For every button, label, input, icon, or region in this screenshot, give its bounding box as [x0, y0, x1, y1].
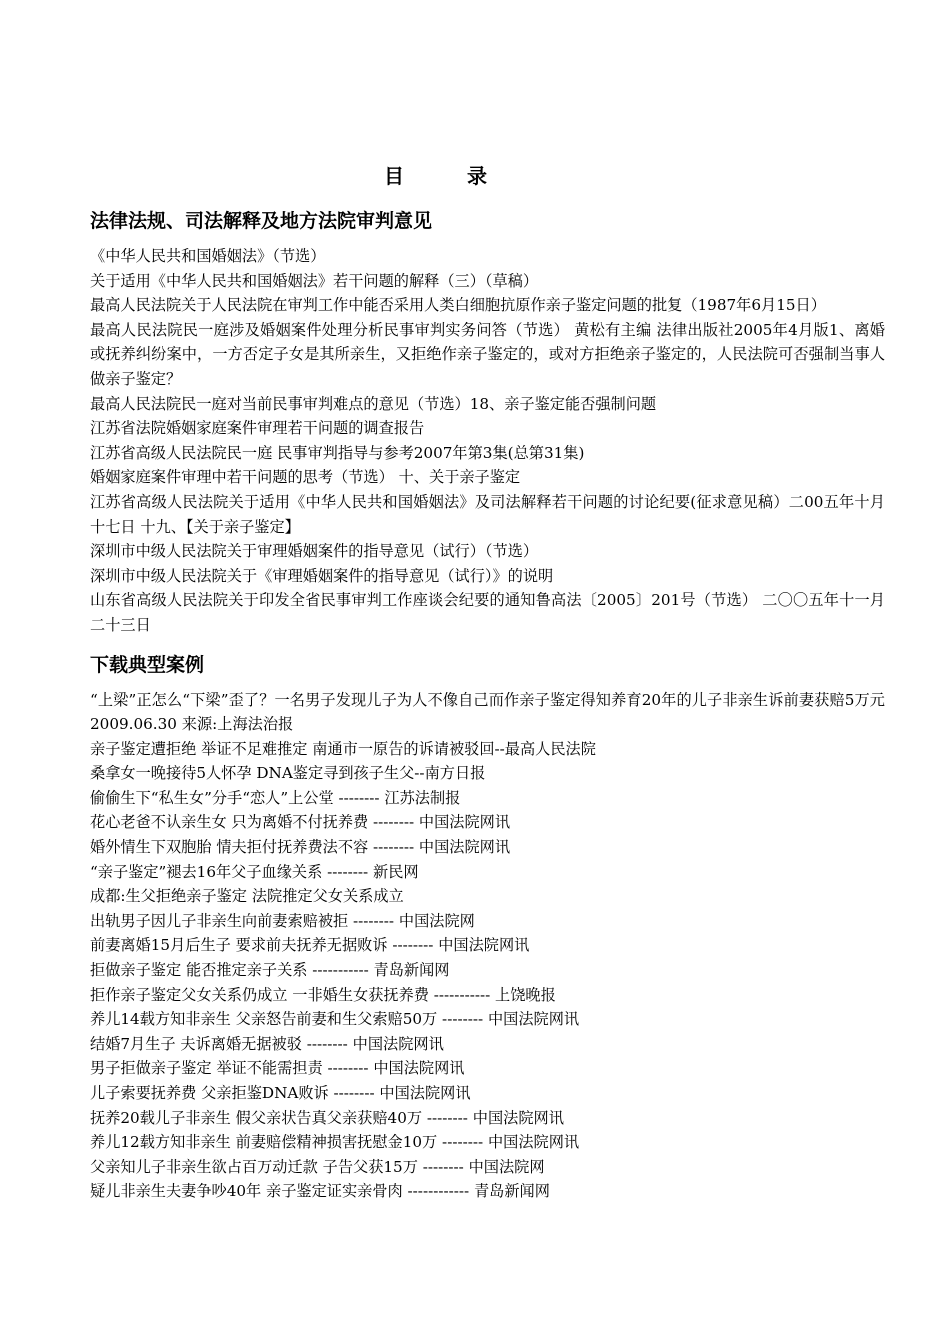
list-item: 江苏省法院婚姻家庭案件审理若干问题的调查报告: [90, 419, 425, 438]
section-cases: [90, 652, 885, 1204]
list-item: 深圳市中级人民法院关于审理婚姻案件的指导意见（试行）（节选）: [90, 542, 539, 561]
list-item: 亲子鉴定遭拒绝 举证不足难推定 南通市一原告的诉请被驳回--最高人民法院: [90, 739, 596, 758]
list-item: 成都:生父拒绝亲子鉴定 法院推定父女关系成立: [90, 887, 404, 906]
list-item: 男子拒做亲子鉴定 举证不能需担责 -------- 中国法院网讯: [90, 1059, 465, 1078]
list-item: 抚养20载儿子非亲生 假父亲状告真父亲获赔40万 -------- 中国法院网讯: [90, 1108, 564, 1127]
list-item: 山东省高级人民法院关于印发全省民事审判工作座谈会纪要的通知鲁高法〔2005〕201号（节选） 二〇〇五年十一月二十三日: [90, 591, 885, 634]
list-item: 关于适用《中华人民共和国婚姻法》若干问题的解释（三）（草稿）: [90, 271, 539, 290]
list-item: 深圳市中级人民法院关于《审理婚姻案件的指导意见（试行）》的说明: [90, 566, 554, 585]
section-laws: [90, 208, 885, 638]
list-item: 花心老爸不认亲生女 只为离婚不付抚养费 -------- 中国法院网讯: [90, 813, 511, 832]
list-item: 江苏省高级人民法院民一庭 民事审判指导与参考2007年第3集(总第31集): [90, 443, 585, 462]
section-heading-cases: 下载典型案例: [90, 653, 205, 676]
list-item: 最高人民法院民一庭涉及婚姻案件处理分析民事审判实务问答（节选） 黄松有主编 法律出版社2005年4月版1、离婚或抚养纠纷案中，一方否定子女是其所亲生，又拒绝作亲子鉴定的，或对方拒绝亲子鉴定的，人民法院可否强制当事人做亲子鉴定？: [90, 320, 885, 388]
list-item: 婚姻家庭案件审理中若干问题的思考（节选） 十、关于亲子鉴定: [90, 468, 521, 487]
cases-list: [90, 688, 885, 1204]
list-item: 《中华人民共和国婚姻法》（节选）: [90, 247, 326, 265]
list-item: 父亲知儿子非亲生欲占百万动迁款 子告父获15万 -------- 中国法院网: [90, 1157, 545, 1176]
list-item: 疑儿非亲生夫妻争吵40年 亲子鉴定证实亲骨肉 ------------ 青岛新闻网: [90, 1182, 550, 1201]
list-item: 桑拿女一晚接待5人怀孕 DNA鉴定寻到孩子生父--南方日报: [90, 764, 486, 783]
list-item: 前妻离婚15月后生子 要求前夫抚养无据败诉 -------- 中国法院网讯: [90, 936, 530, 955]
list-item: “上梁”正怎么“下梁”歪了？一名男子发现儿子为人不像自己而作亲子鉴定得知养育20年的儿子非亲生诉前妻获赔5万元 2009.06.30 来源:上海法治报: [90, 690, 885, 734]
list-item: 养儿12载方知非亲生 前妻赔偿精神损害抚慰金10万 -------- 中国法院网讯: [90, 1133, 580, 1152]
list-item: 儿子索要抚养费 父亲拒鉴DNA败诉 -------- 中国法院网讯: [90, 1084, 471, 1102]
laws-list: [90, 244, 885, 638]
list-item: 拒做亲子鉴定 能否推定亲子关系 ----------- 青岛新闻网: [90, 961, 450, 980]
list-item: 江苏省高级人民法院关于适用《中华人民共和国婚姻法》及司法解释若干问题的讨论纪要(征求意见稿）二00五年十月十七日 十九、【关于亲子鉴定】: [90, 492, 885, 536]
document-page: [90, 158, 885, 1204]
list-item: 出轨男子因儿子非亲生向前妻索赔被拒 -------- 中国法院网: [90, 911, 475, 930]
list-item: 结婚7月生子 夫诉离婚无据被驳 -------- 中国法院网讯: [90, 1034, 444, 1053]
list-item: 养儿14载方知非亲生 父亲怒告前妻和生父索赔50万 -------- 中国法院网讯: [90, 1010, 580, 1029]
list-item: 偷偷生下“私生女”分手“恋人”上公堂 -------- 江苏法制报: [90, 788, 461, 807]
list-item: 拒作亲子鉴定父女关系仍成立 一非婚生女获抚养费 ----------- 上饶晚报: [90, 985, 556, 1004]
list-item: “亲子鉴定”褪去16年父子血缘关系 -------- 新民网: [90, 862, 419, 881]
list-item: 最高人民法院民一庭对当前民事审判难点的意见（节选）18、亲子鉴定能否强制问题: [90, 394, 657, 413]
section-heading-laws: 法律法规、司法解释及地方法院审判意见: [90, 210, 433, 232]
list-item: 婚外情生下双胞胎 情夫拒付抚养费法不容 -------- 中国法院网讯: [90, 838, 511, 857]
page-title: 目 录: [384, 164, 515, 188]
list-item: 最高人民法院关于人民法院在审判工作中能否采用人类白细胞抗原作亲子鉴定问题的批复（1987年6月15日）: [90, 296, 826, 315]
